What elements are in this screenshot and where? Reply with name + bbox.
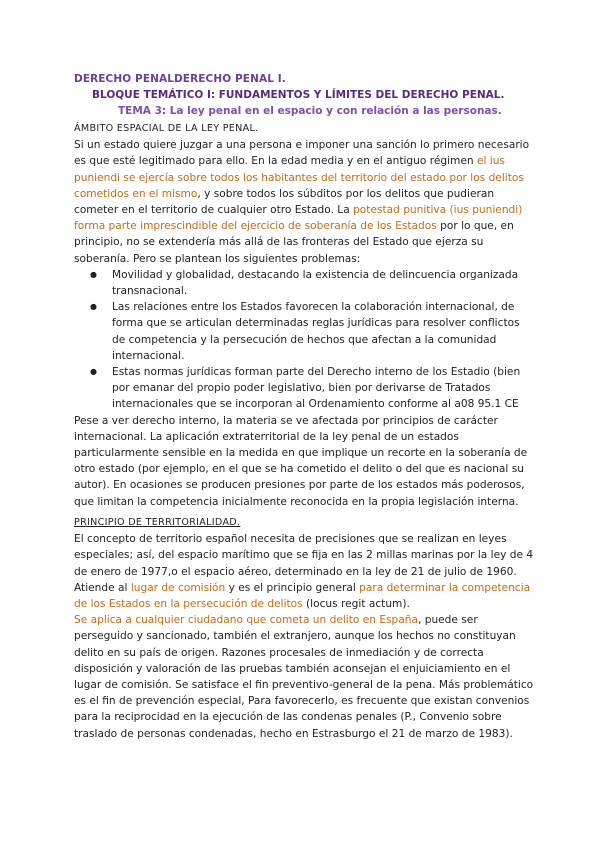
- text-run: por lo que, en principio, no se extendería más allá de las fronteras del Estado que ejerza su soberanía. Pero se plantean los siguientes problemas:: [74, 220, 514, 265]
- paragraph-territorio: El concepto de territorio español necesita de precisiones que se realizan en leyes especiales; así, del espacio marítimo que se fija en las 2 millas marinas por la ley de 4 de enero de 1977,o el espacio aéreo, determinado en la ley de 21 de julio de 1960.: [74, 533, 534, 578]
- problems-list: [74, 267, 536, 413]
- highlight-potestad-punitiva: potestad punitiva (ius puniendi) forma parte imprescindible del ejercicio de soberanía de los Estados: [74, 204, 523, 233]
- paragraph-lugar-comision: [74, 580, 536, 612]
- paragraph-derecho-interno: Pese a ver derecho interno, la materia se ve afectada por principios de carácter internacional. La aplicación extraterritorial de la ley penal de un estados particularmente sensible en la medida en que implique un recorte en la soberanía de otro estado (por ejemplo, en el que se ha cometido el delito o del que es nacional su autor). En ocasiones se producen presiones por parte de los estados más poderosos, que limitan la competencia inicialmente reconocida en la propia legislación interna.: [74, 414, 528, 508]
- text-run: , y sobre todos los súbditos por los delitos que pudieran cometer en el territorio de cualquier otro Estado. La: [74, 187, 495, 217]
- list-item: ● Estas normas jurídicas forman parte del Derecho interno de los Estadio (bien por emanar del propio poder legislativo, bien por derivarse de Tratados internacionales que se incorporan al Ordenamiento conforme al a08 95.1 CE: [112, 364, 536, 413]
- text-run: Si un estado quiere juzgar a una persona e imponer una sanción lo primero necesario es que esté legitimado para ello. En la edad media y en el antiguo régimen: [74, 139, 530, 168]
- section-title-territorialidad: PRINCIPIO DE TERRITORIALIDAD.: [74, 517, 241, 528]
- list-item: ● Las relaciones entre los Estados favorecen la colaboración internacional, de forma que se articulan determinadas reglas jurídicas para resolver conflictos de competencia y la persecución de hechos que afectan a la comunidad internacional.: [112, 299, 536, 364]
- section-ambito-espacial: [74, 121, 536, 510]
- highlight-lugar-comision: lugar de comisión: [130, 581, 226, 594]
- tema-heading: TEMA 3: La ley penal en el espacio y con relación a las personas.: [118, 105, 502, 117]
- section-title-ambito: ÁMBITO ESPACIAL DE LA LEY PENAL.: [74, 123, 259, 134]
- text-run: , puede ser perseguido y sancionado, también el extranjero, aunque los hechos no constituyan delito en su país de origen. Razones procesales de inmediación y de correcta disposición y valoración de las pruebas también aconsejan el enjuiciamiento en el lugar de comisión. Se satisface el fin preventivo-general de la pena. Más problemático es el fin de prevención especial, Para favorecerlo, es frecuente que existan convenios para la reciprocidad en la ejecución de las condenas penales (P., Convenio sobre traslado de personas condenadas, hecho en Estrasburgo el 21 de marzo de 1983).: [74, 614, 534, 740]
- document-title: DERECHO PENALDERECHO PENAL I.: [74, 73, 286, 85]
- text-run: Atiende al: [74, 581, 131, 594]
- text-run: (locus regit actum).: [302, 598, 410, 611]
- highlight-competencia: para determinar la competencia de los Estados en la persecución de delitos: [74, 581, 531, 611]
- section-territorialidad: [74, 515, 536, 742]
- block-heading: BLOQUE TEMÁTICO I: FUNDAMENTOS Y LÍMITES DEL DERECHO PENAL.: [92, 89, 505, 101]
- text-run: y es el principio general: [225, 581, 360, 594]
- paragraph-intro: [74, 137, 536, 267]
- paragraph-aplicacion: [74, 612, 536, 742]
- list-item: ● Movilidad y globalidad, destacando la existencia de delincuencia organizada transnacional.: [112, 267, 536, 299]
- highlight-ius-puniendi: el ius puniendi se ejercía sobre todos los habitantes del territorio del estado por los delitos cometidos en el mismo: [74, 155, 524, 200]
- highlight-aplica-ciudadano: Se aplica a cualquier ciudadano que cometa un delito en España: [74, 614, 418, 627]
